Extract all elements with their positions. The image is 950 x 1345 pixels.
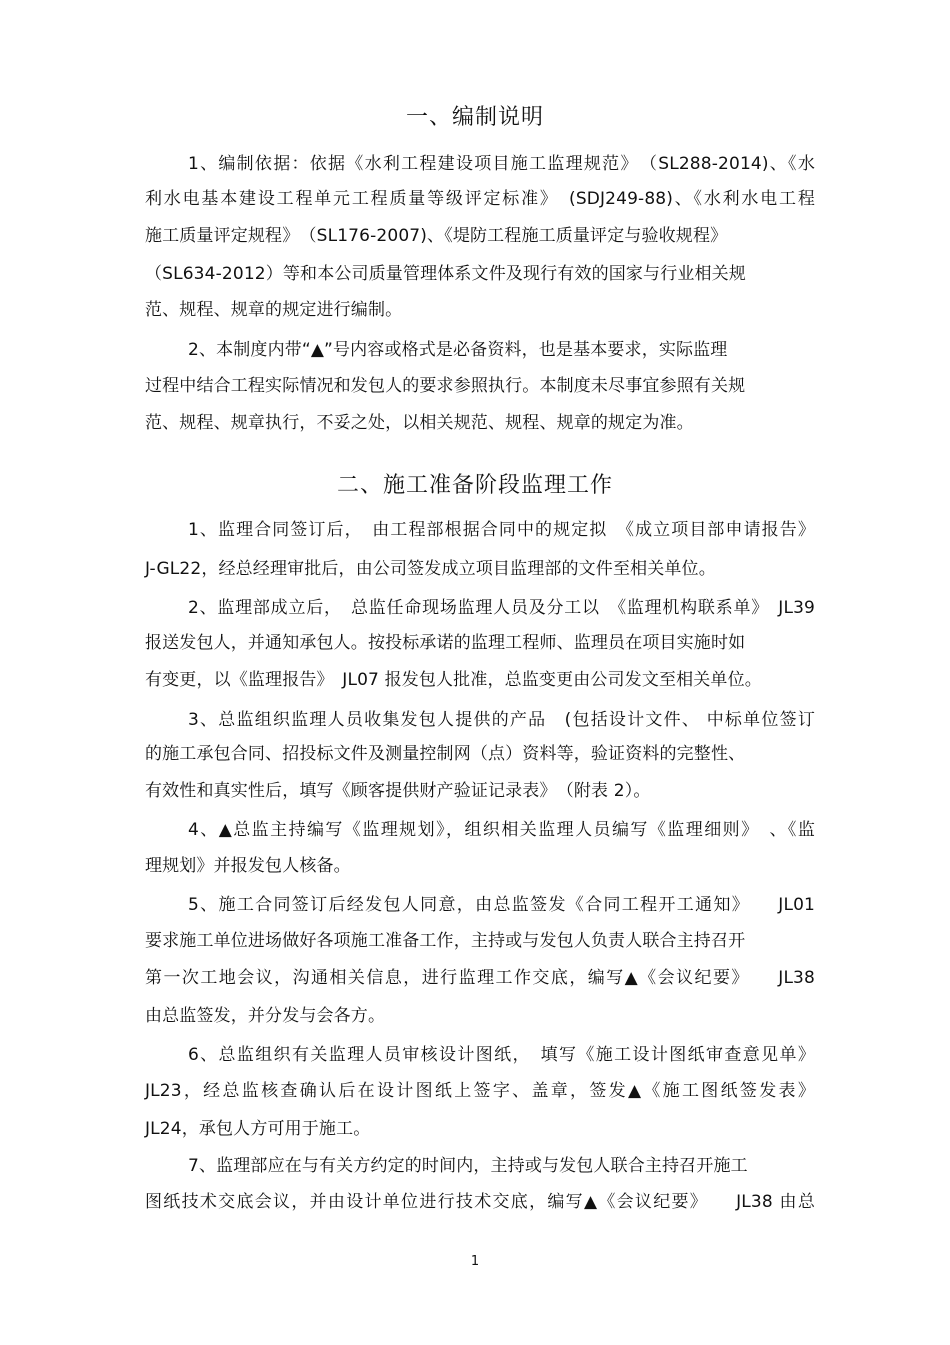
paragraph-line: 要求施工单位进场做好各项施工准备工作，主持或与发包人负责人联合主持召开 (145, 931, 746, 951)
paragraph-line: 由总监签发，并分发与会各方。 (145, 1006, 386, 1026)
paragraph-line: 3、总监组织监理人员收集发包人提供的产品 (包括设计文件、 中标单位签订 (188, 710, 815, 730)
paragraph-line: 5、施工合同签订后经发包人同意，由总监签发《合同工程开工通知》 JL01 (188, 895, 815, 915)
paragraph-line: 第一次工地会议，沟通相关信息，进行监理工作交底，编写▲《会议纪要》 JL38 (145, 968, 815, 988)
paragraph-line: 过程中结合工程实际情况和发包人的要求参照执行。本制度未尽事宜参照有关规 (145, 376, 746, 396)
paragraph-line: JL23，经总监核查确认后在设计图纸上签字、盖章，签发▲《施工图纸签发表》 (145, 1081, 815, 1101)
paragraph-line: （SL634-2012）等和本公司质量管理体系文件及现行有效的国家与行业相关规 (145, 264, 746, 284)
paragraph-line: 2、本制度内带“▲”号内容或格式是必备资料，也是基本要求，实际监理 (188, 340, 728, 360)
paragraph-line: 1、编制依据：依据《水利工程建设项目施工监理规范》 （SL288-2014)、《水 (188, 154, 815, 174)
paragraph-line: 2、监理部成立后， 总监任命现场监理人员及分工以 《监理机构联系单》 JL39 (188, 598, 815, 618)
paragraph-line: 范、规程、规章执行，不妥之处，以相关规范、规程、规章的规定为准。 (145, 413, 694, 433)
paragraph-line: 有效性和真实性后，填写《顾客提供财产验证记录表》 （附表 2）。 (145, 781, 651, 801)
paragraph-line: 图纸技术交底会议，并由设计单位进行技术交底，编写▲《会议纪要》 JL38 由总 (145, 1192, 815, 1212)
paragraph-line: 理规划》并报发包人核备。 (145, 856, 351, 876)
paragraph-line: JL24，承包人方可用于施工。 (145, 1119, 371, 1139)
paragraph-line: 4、▲总监主持编写《监理规划》，组织相关监理人员编写《监理细则》 、《监 (188, 820, 815, 840)
paragraph-line: J-GL22，经总经理审批后，由公司签发成立项目监理部的文件至相关单位。 (145, 559, 716, 579)
section-2-heading: 二、施工准备阶段监理工作 (336, 473, 613, 498)
section-1-heading: 一、编制说明 (405, 105, 544, 130)
paragraph-line: 范、规程、规章的规定进行编制。 (145, 300, 403, 320)
paragraph-line: 报送发包人，并通知承包人。按投标承诺的监理工程师、监理员在项目实施时如 (145, 633, 746, 653)
paragraph-line: 1、监理合同签订后， 由工程部根据合同中的规定拟 《成立项目部申请报告》 (188, 520, 815, 540)
paragraph-line: 有变更，以《监理报告》 JL07 报发包人批准，总监变更由公司发文至相关单位。 (145, 670, 762, 690)
paragraph-line: 6、总监组织有关监理人员审核设计图纸， 填写《施工设计图纸审查意见单》 (188, 1045, 815, 1065)
paragraph-line: 施工质量评定规程》 （SL176-2007)、《堤防工程施工质量评定与验收规程》 (145, 226, 728, 246)
paragraph-line: 7、监理部应在与有关方约定的时间内，主持或与发包人联合主持召开施工 (188, 1156, 748, 1176)
paragraph-line: 的施工承包合同、招投标文件及测量控制网（点）资料等，验证资料的完整性、 (145, 744, 746, 764)
paragraph-line: 利水电基本建设工程单元工程质量等级评定标准》 (SDJ249-88)、《水利水电工程 (145, 189, 815, 209)
page-number: 1 (470, 1254, 480, 1269)
